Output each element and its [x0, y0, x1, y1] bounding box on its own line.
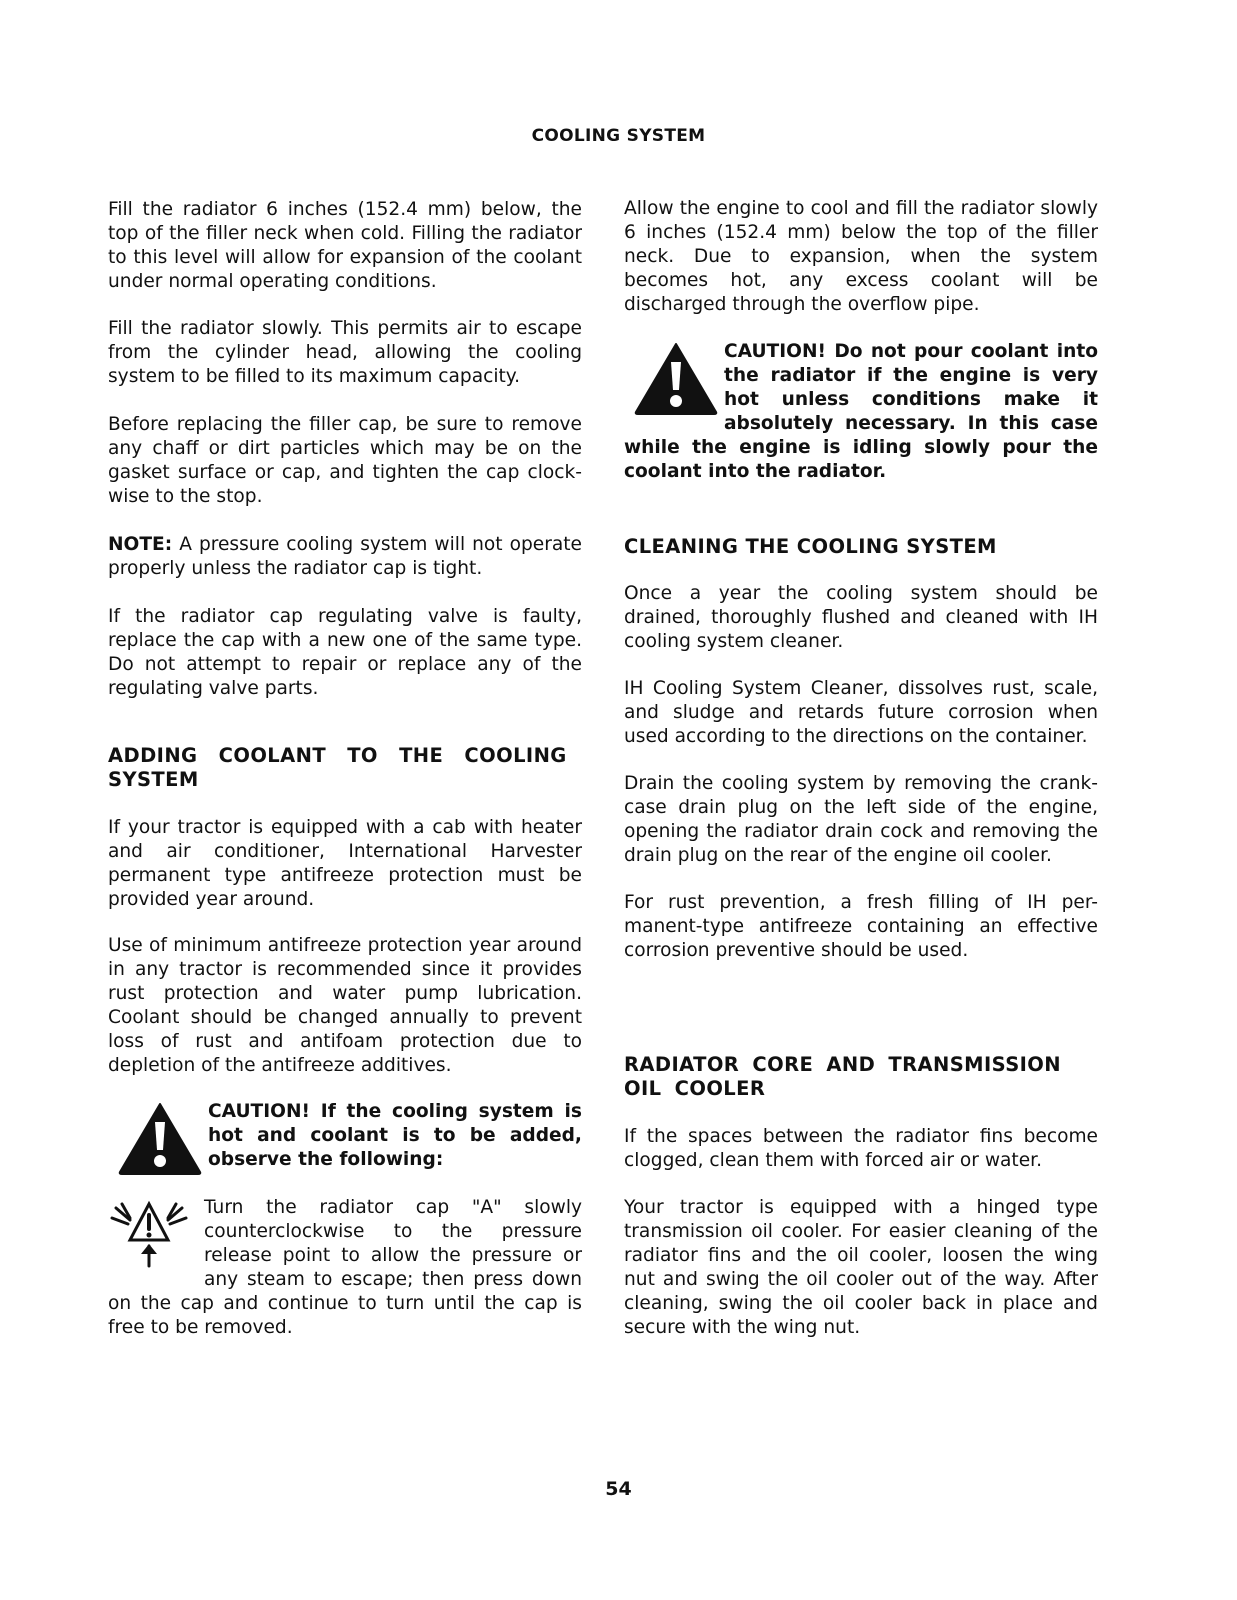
- caution-label-left: CAUTION!: [208, 1101, 311, 1122]
- left-paragraph-fill-radiator: Fill the radiator 6 inches (152.4 mm) below, the top of the filler neck when cold. Filling the radiator to this level will allow for expansion of the coolant under normal operating conditions.: [108, 199, 582, 292]
- heading-radiator-core: RADIATOR CORE AND TRANSMISSION OIL COOLER: [624, 1053, 1062, 1100]
- right-paragraph-rust-prevention: For rust prevention, a fresh filling of IH per-manent-type antifreeze containing an effective corrosion preventive should be used.: [624, 892, 1098, 961]
- left-paragraph-regulating-valve: If the radiator cap regulating valve is faulty, replace the cap with a new one of the same type. Do not attempt to repair or replace any of the regulating valve parts.: [108, 606, 582, 699]
- left-paragraph-fill-slowly: Fill the radiator slowly. This permits air to escape from the cylinder head, allowing the cooling system to be filled to its maximum capacity.: [108, 318, 582, 387]
- right-paragraph-once-a-year: Once a year the cooling system should be drained, thoroughly flushed and cleaned with IH cooling system cleaner.: [624, 583, 1098, 652]
- right-paragraph-allow-cool: Allow the engine to cool and fill the radiator slowly 6 inches (152.4 mm) below the top of the filler neck. Due to expansion, when the system becomes hot, any excess coolant will be discharged through the overflow pipe.: [624, 198, 1098, 315]
- page-title: COOLING SYSTEM: [531, 126, 706, 146]
- right-paragraph-ih-cleaner: IH Cooling System Cleaner, dissolves rust, scale, and sludge and retards future corrosion when used according to the directions on the container.: [624, 678, 1098, 747]
- left-paragraph-filler-cap: Before replacing the filler cap, be sure to remove any chaff or dirt particles which may be on the gasket surface or cap, and tighten the cap clock-wise to the stop.: [108, 414, 582, 507]
- steam-warning-block: [108, 1196, 582, 1340]
- right-paragraph-oil-cooler: Your tractor is equipped with a hinged type transmission oil cooler. For easier cleaning of the radiator fins and the oil cooler, loosen the wing nut and swing the oil cooler out of the way. After cleaning, swing the oil cooler back in place and secure with the wing nut.: [624, 1197, 1098, 1338]
- caution-text-right: Do not pour coolant into the radiator if the engine is very hot unless conditions make it absolutely necessary. In this case while the engine is idling slowly pour the coolant into the radiator.: [624, 341, 1098, 482]
- caution-text-left: If the cooling system is hot and coolant is to be added, observe the following:: [208, 1101, 582, 1170]
- pressure-steam-warning-icon: [108, 1198, 190, 1270]
- heading-adding-line1: ADDING COOLANT TO THE COOLING: [108, 744, 567, 767]
- caution-hot-system: [118, 1100, 582, 1176]
- caution-label-right: CAUTION!: [724, 341, 827, 362]
- heading-adding-line2: SYSTEM: [108, 768, 199, 791]
- heading-cleaning: CLEANING THE COOLING SYSTEM: [624, 535, 997, 558]
- note-paragraph: [108, 533, 582, 581]
- steam-warning-text: Turn the radiator cap "A" slowly counterclockwise to the pressure release point to allow the pressure or any steam to escape; then press down on the cap and continue to turn until the cap is free to be removed.: [108, 1197, 582, 1338]
- note-text: A pressure cooling system will not operate properly unless the radiator cap is tight.: [108, 534, 582, 579]
- left-paragraph-cab-antifreeze: If your tractor is equipped with a cab with heater and air conditioner, International Harvester permanent type antifreeze protection must be provided year around.: [108, 817, 582, 910]
- left-paragraph-minimum-antifreeze: Use of minimum antifreeze protection year around in any tractor is recommended since it provides rust protection and water pump lubrication. Coolant should be changed annually to prevent loss of rust and antifoam protection due to depletion of the antifreeze additives.: [108, 935, 582, 1076]
- note-label: NOTE:: [108, 534, 173, 555]
- right-paragraph-fins: If the spaces between the radiator fins become clogged, clean them with forced air or water.: [624, 1126, 1098, 1171]
- heading-adding-coolant: [108, 744, 582, 792]
- caution-do-not-pour: [624, 340, 1098, 484]
- right-paragraph-drain: Drain the cooling system by removing the crank-case drain plug on the left side of the engine, opening the radiator drain cock and removing the drain plug on the rear of the engine oil cooler.: [624, 773, 1098, 866]
- page-number: 54: [605, 1478, 632, 1500]
